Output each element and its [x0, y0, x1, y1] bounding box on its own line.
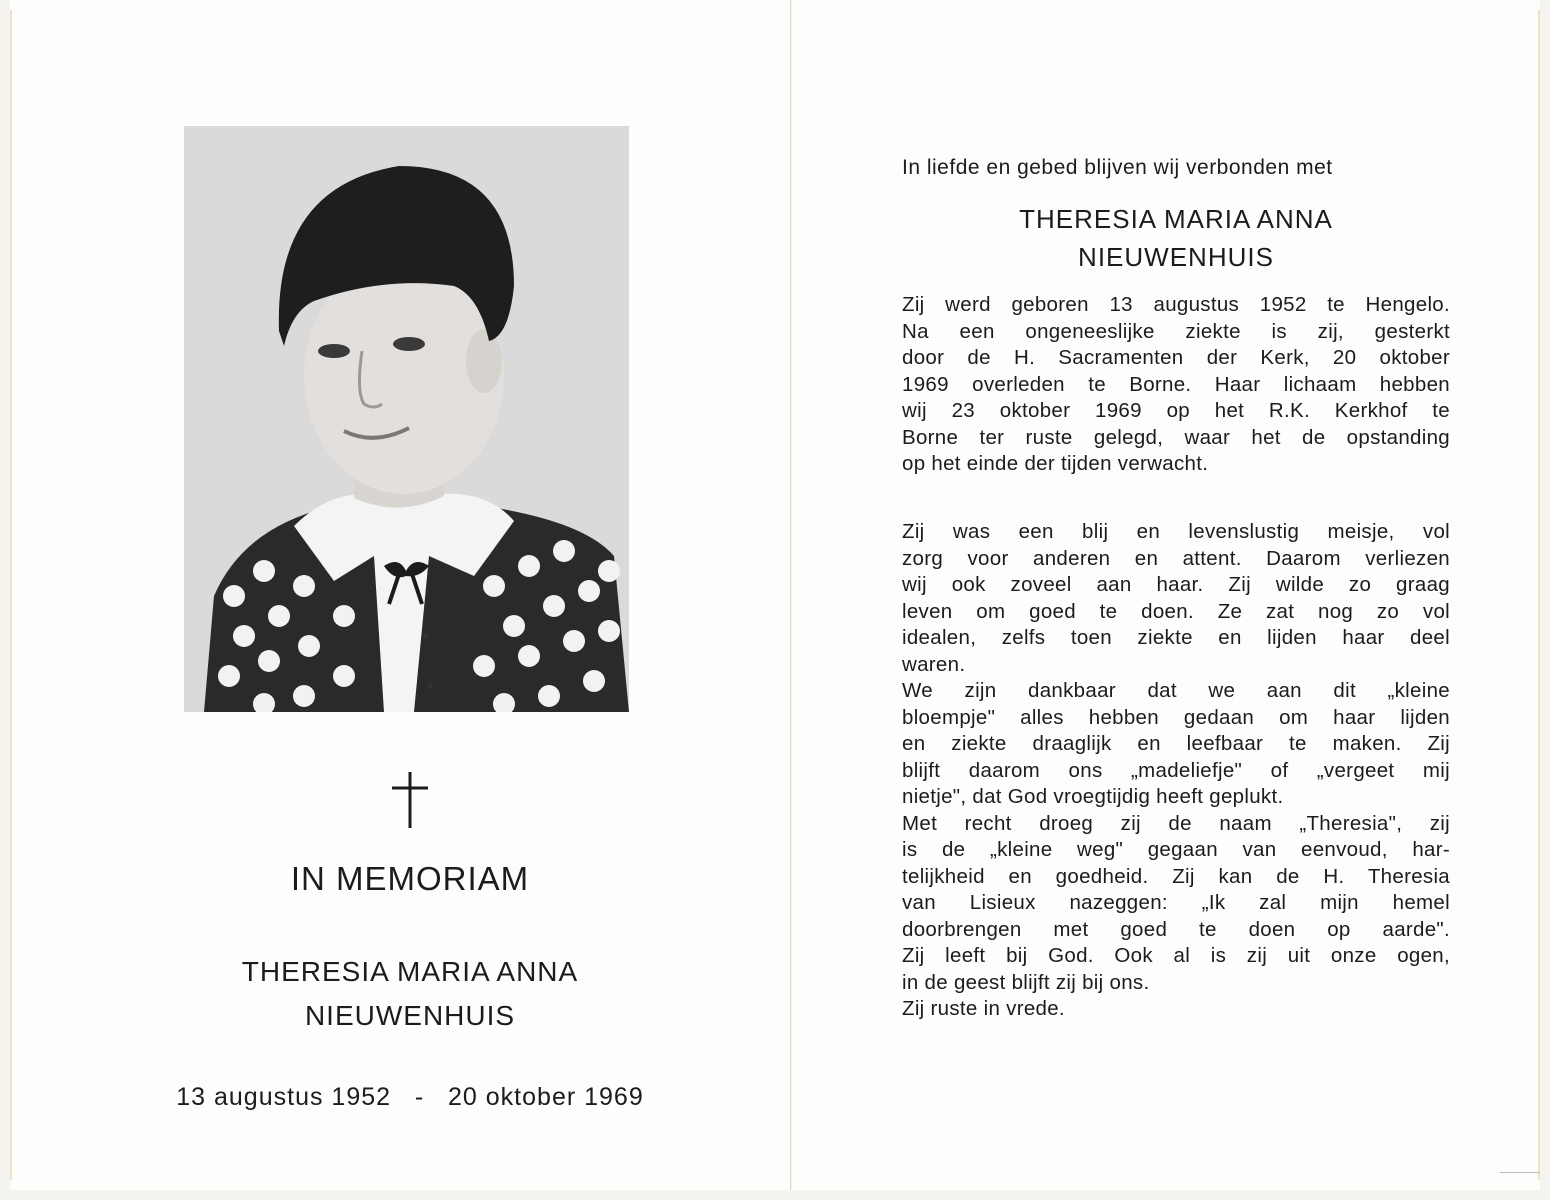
- name-line: NIEUWENHUIS: [1078, 242, 1274, 272]
- text-line: doorbrengen met goed te doen op aarde".: [902, 917, 1450, 941]
- text-line: Zij werd geboren 13 augustus 1952 te Hengelo.: [902, 293, 1450, 316]
- text-line: We zijn dankbaar dat we aan dit „kleine: [902, 679, 1450, 702]
- intro-line: In liefde en gebed blijven wij verbonden met: [902, 156, 1333, 179]
- text-line: 1969 overleden te Borne. Haar lichaam hebben: [902, 372, 1450, 396]
- name-line: THERESIA MARIA ANNA: [241, 956, 579, 987]
- paper-mark: [1500, 1172, 1540, 1179]
- text-line: Zij was een blij en levenslustig meisje, vol: [902, 520, 1450, 543]
- card-edge: [10, 10, 12, 1180]
- text-line: zorg voor anderen en attent. Daarom verliezen: [902, 546, 1450, 570]
- text-line: Zij leeft bij God. Ook al is zij uit onze ogen,: [902, 944, 1450, 967]
- text-line: en ziekte draaglijk en leefbaar te maken. Zij: [902, 732, 1450, 755]
- text-line: op het einde der tijden verwacht.: [902, 452, 1209, 475]
- text-line: waren.: [902, 652, 966, 676]
- portrait-photo: [184, 126, 629, 712]
- text-line: leven om goed te doen. Ze zat nog zo vol: [902, 599, 1450, 623]
- text-line: in de geest blijft zij bij ons.: [902, 970, 1150, 994]
- life-dates: 13 augustus 1952 - 20 oktober 1969: [176, 1083, 644, 1111]
- text-line: Na een ongeneeslijke ziekte is zij, gesterkt: [902, 319, 1450, 343]
- name-line: NIEUWENHUIS: [304, 1000, 516, 1031]
- text-line: blijft daarom ons „madeliefje" of „vergeet mij: [902, 758, 1450, 782]
- text-line: van Lisieux nazeggen: „Ik zal mijn hemel: [902, 891, 1450, 914]
- remembrance-paragraph: [902, 519, 1450, 1023]
- cross-icon: [388, 770, 432, 830]
- card-edge: [1538, 10, 1540, 1180]
- text-line: telijkheid en goedheid. Zij kan de H. Theresia: [902, 864, 1450, 888]
- text-line: nietje", dat God vroegtijdig heeft geplukt.: [902, 785, 1284, 808]
- deceased-name-front: [160, 950, 660, 1038]
- text-line: Zij ruste in vrede.: [902, 997, 1065, 1020]
- biography-paragraph: [902, 292, 1450, 478]
- portrait-illustration: [184, 126, 629, 712]
- memoriam-heading: IN MEMORIAM: [290, 860, 530, 897]
- text-line: idealen, zelfs toen ziekte en lijden haar deel: [902, 626, 1450, 649]
- text-line: wij ook zoveel aan haar. Zij wilde zo graag: [902, 573, 1450, 596]
- text-line: Borne ter ruste gelegd, waar het de opstanding: [902, 425, 1450, 449]
- name-line: THERESIA MARIA ANNA: [1019, 204, 1333, 234]
- text-line: wij 23 oktober 1969 op het R.K. Kerkhof te: [902, 399, 1450, 422]
- text-line: Met recht droeg zij de naam „Theresia", zij: [902, 811, 1450, 835]
- text-line: bloempje" alles hebben gedaan om haar lijden: [902, 705, 1450, 729]
- text-line: door de H. Sacramenten der Kerk, 20 oktober: [902, 346, 1450, 369]
- text-line: is de „kleine weg" gegaan van eenvoud, har-: [902, 838, 1450, 861]
- deceased-name-back: [902, 200, 1450, 276]
